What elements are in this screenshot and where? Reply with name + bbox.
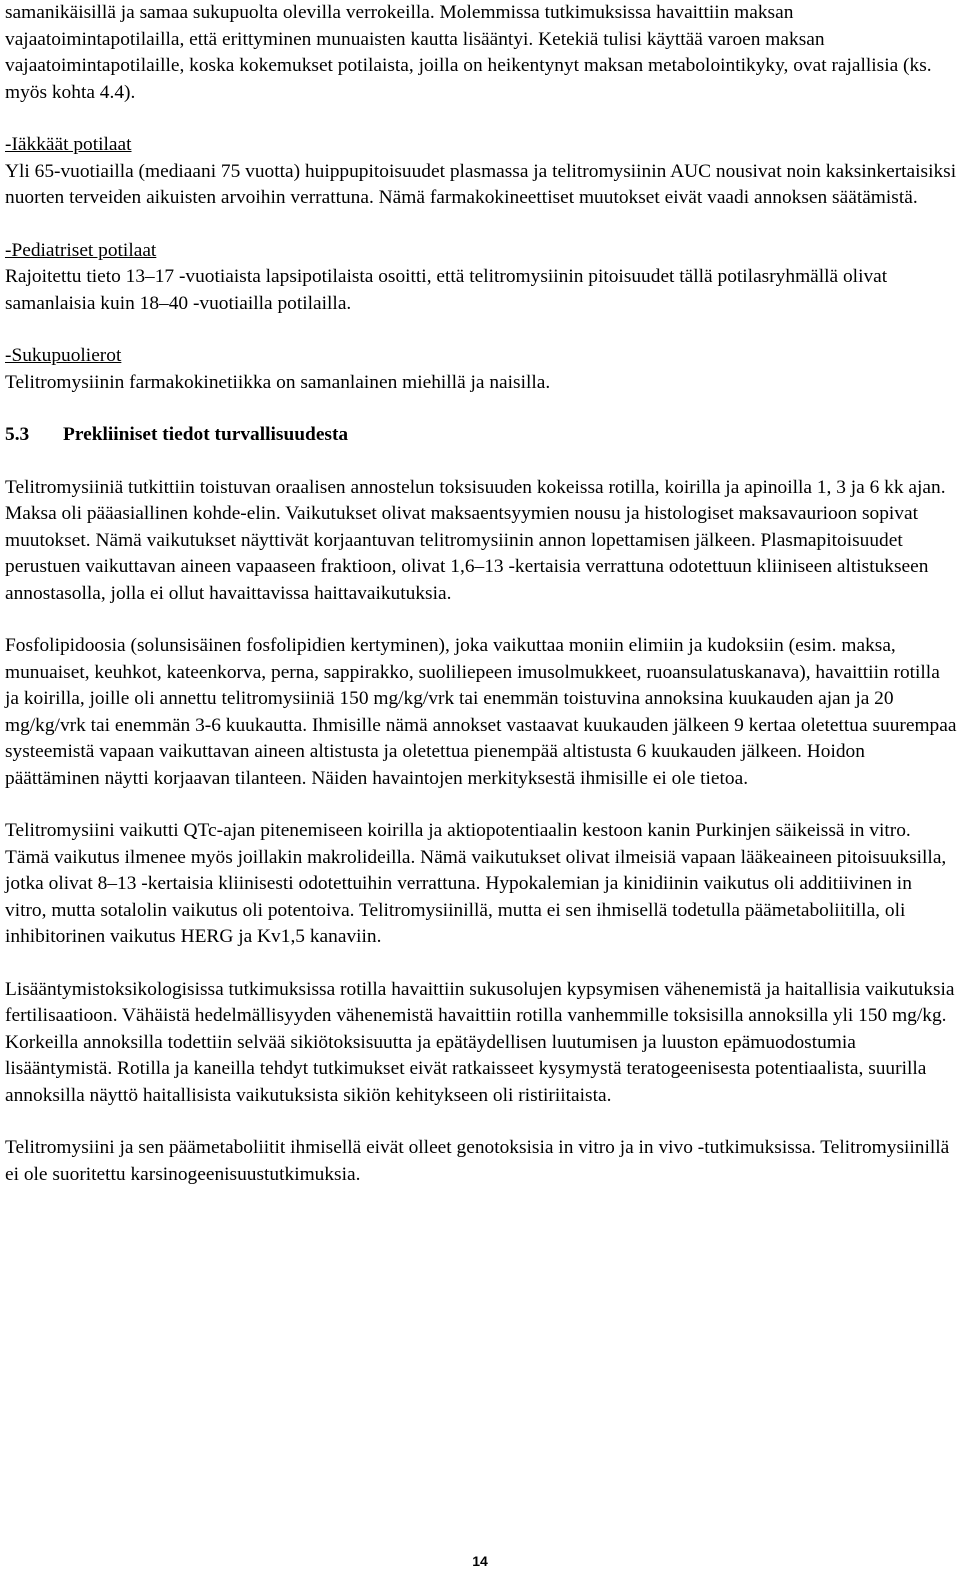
- preclinical-paragraph-3: Telitromysiini vaikutti QTc-ajan pitenemiseen koirilla ja aktiopotentiaalin kestoon kanin Purkinjen säikeissä in vitro. Tämä vaikutus ilmenee myös joillakin makrolideilla. Nämä vaikutukset olivat ilmeisiä vapaan lääkeaineen pitoisuuksilla, jotka olivat 8–13 -kertaisia kliinisesti odotettuihin verrattuna. Hypokalemian ja kinidiinin vaikutus oli additiivinen in vitro, mutta sotalolin vaikutus oli potentoiva. Telitromysiinillä, mutta ei sen ihmisellä todetulla päämetaboliitilla, oli inhibitorinen vaikutus HERG ja Kv1,5 kanaviin.: [5, 820, 947, 947]
- pediatric-section: [5, 238, 957, 318]
- elderly-section: [5, 132, 957, 212]
- section-heading: [5, 422, 957, 449]
- gender-section: [5, 343, 957, 396]
- gender-heading: -Sukupuolierot: [5, 345, 122, 366]
- section-title: Prekliiniset tiedot turvallisuudesta: [63, 424, 349, 445]
- gender-paragraph: Telitromysiinin farmakokinetiikka on samanlainen miehillä ja naisilla.: [5, 371, 551, 393]
- elderly-heading: -Iäkkäät potilaat: [5, 134, 132, 155]
- preclinical-paragraph-5: Telitromysiini ja sen päämetaboliitit ihmisellä eivät olleet genotoksisia in vitro ja in vivo -tutkimuksissa. Telitromysiinillä ei ole suoritettu karsinogeenisuustutkimuksia.: [5, 1137, 950, 1185]
- pediatric-heading: -Pediatriset potilaat: [5, 239, 157, 261]
- elderly-paragraph: Yli 65-vuotiailla (mediaani 75 vuotta) huippupitoisuudet plasmassa ja telitromysiinin AUC nousivat noin kaksinkertaisiksi nuorten terveiden aikuisten arvoihin verrattuna. Nämä farmakokineettiset muutokset eivät vaadi annoksen säätämistä.: [5, 160, 957, 208]
- section-number: 5.3: [5, 424, 30, 445]
- preclinical-paragraph-2: Fosfolipidoosia (solunsisäinen fosfolipidien kertyminen), joka vaikuttaa moniin elimiin ja kudoksiin (esim. maksa, munuaiset, keuhkot, kateenkorva, perna, sappirakko, suoliliepeen imusolmukkeet, ruoansulatuskanava), havaittiin rotilla ja koirilla, joille oli annettu telitromysiiniä 150 mg/kg/vrk tai enemmän toistuvina annoksina kuukauden ajan ja 20 mg/kg/vrk tai enemmän 3-6 kuukautta. Ihmisille nämä annokset vastaavat kuukauden jälkeen 9 kertaa oletettua suurempaa systeemistä vapaan vaikuttavan aineen altistusta ja oletettua pienempää altistusta 6 kuukauden jälkeen. Hoidon päättäminen näytti korjaavan tilanteen. Näiden havaintojen merkityksestä ihmisille ei ole tietoa.: [5, 635, 957, 789]
- pediatric-paragraph: Rajoitettu tieto 13–17 -vuotiaista lapsipotilaista osoitti, että telitromysiinin pitoisuudet tällä potilasryhmällä olivat samanlaisia kuin 18–40 -vuotiailla potilailla.: [5, 266, 888, 314]
- preclinical-paragraph-1: Telitromysiiniä tutkittiin toistuvan oraalisen annostelun toksisuuden kokeissa rotilla, koirilla ja apinoilla 1, 3 ja 6 kk ajan. Maksa oli pääasiallinen kohde-elin. Vaikutukset olivat maksaentsyymien nousu ja histologiset maksavaurioon sopivat muutokset. Nämä vaikutukset näyttivät korjaantuvan telitromysiinin annon lopettamisen jälkeen. Plasmapitoisuudet perustuen vaikuttavan aineen vapaaseen fraktioon, olivat 1,6–13 -kertaisia verrattuna odotettuun kliiniseen altistukseen annostasolla, jolla ei ollut havaittavissa haittavaikutuksia.: [5, 476, 946, 604]
- document-page: [5, 0, 957, 1188]
- intro-paragraph: samanikäisillä ja samaa sukupuolta olevilla verrokeilla. Molemmissa tutkimuksissa havaittiin maksan vajaatoimintapotilailla, että erittyminen munuaisten kautta lisääntyi. Ketekiä tulisi käyttää varoen maksan vajaatoimintapotilaille, koska kokemukset potilaista, joilla on heikentynyt maksan metabolointikyky, ovat rajallisia (ks. myös kohta 4.4).: [5, 2, 932, 103]
- preclinical-paragraph-4: Lisääntymistoksikologisissa tutkimuksissa rotilla havaittiin sukusolujen kypsymisen vähenemistä ja haitallisia vaikutuksia fertilisaatioon. Vähäistä hedelmällisyyden vähenemistä havaittiin rotilla vanhemmille toksisilla annoksilla yli 150 mg/kg. Korkeilla annoksilla todettiin selvää sikiötoksisuutta ja epätäydellisen luutumisen ja luuston epämuodostumia lisääntymistä. Rotilla ja kaneilla tehdyt tutkimukset eivät ratkaisseet kysymystä teratogeenisesta potentiaalista, suurilla annoksilla näyttö haitallisista vaikutuksista sikiön kehitykseen oli ristiriitaista.: [5, 978, 955, 1106]
- page-number: 14: [472, 1553, 488, 1569]
